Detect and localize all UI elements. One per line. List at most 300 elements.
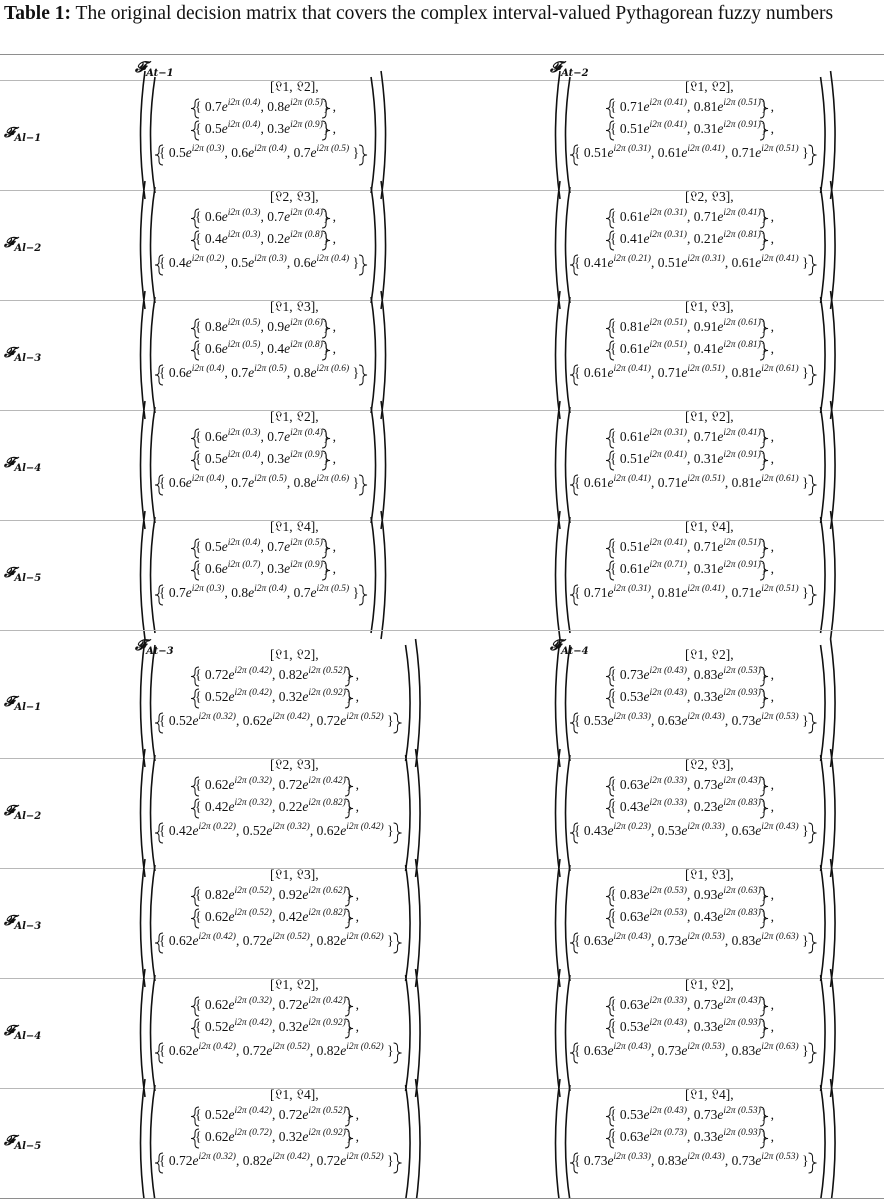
fuzzy-number-cell [135, 868, 465, 978]
interval-pair: [𝔏2, 𝔏3], [270, 757, 319, 772]
left-brace [191, 997, 199, 1016]
fuzzy-number-cell [550, 978, 880, 1088]
inner-left-paren [151, 755, 156, 871]
left-brace [191, 451, 199, 470]
outer-right-paren [381, 401, 386, 529]
matrix-brackets [135, 300, 465, 410]
hesitancy-row: { $0.6e^{i2\pi (0.4)}$, $0.7e^{i2\pi (0.5)}$, $0.8e^{i2\pi (0.6)}$ } [159, 364, 360, 380]
fuzzy-number-cell [550, 300, 880, 410]
non-membership-row: { $0.63e^{i2\pi (0.73)}$, $0.33e^{i2\pi (0.93)}$} , [610, 1128, 775, 1144]
right-brace [760, 99, 768, 118]
membership-row: { $0.63e^{i2\pi (0.33)}$, $0.73e^{i2\pi (0.43)}$} , [610, 776, 775, 792]
matrix-brackets [550, 190, 880, 300]
column-header: 𝓕$_{At-1}$ [135, 58, 174, 79]
right-brace [345, 1129, 353, 1148]
inner-right-paren [821, 1085, 826, 1199]
right-brace [359, 475, 367, 495]
outer-right-paren [831, 401, 836, 529]
outer-left-paren [556, 401, 561, 529]
left-brace [606, 231, 614, 250]
outer-right-paren [416, 639, 421, 767]
non-membership-row: { $0.51e^{i2\pi (0.41)}$, $0.31e^{i2\pi (0.91)}$} , [610, 450, 775, 466]
outer-right-paren [381, 71, 386, 199]
right-brace [760, 539, 768, 558]
outer-right-paren [831, 1079, 836, 1199]
right-brace [394, 1153, 402, 1173]
right-brace [760, 231, 768, 250]
right-brace [760, 667, 768, 686]
inner-left-paren [566, 77, 571, 193]
left-brace [155, 823, 163, 843]
fuzzy-number-cell [135, 648, 465, 758]
non-membership-row: { $0.43e^{i2\pi (0.33)}$, $0.23e^{i2\pi (0.83)}$} , [610, 798, 775, 814]
matrix-brackets [135, 1088, 465, 1198]
right-brace [760, 319, 768, 338]
matrix-brackets [135, 190, 465, 300]
right-brace [359, 365, 367, 385]
right-brace [760, 1019, 768, 1038]
left-brace [606, 799, 614, 818]
inner-right-paren [821, 517, 826, 633]
right-brace [345, 799, 353, 818]
outer-left-paren [141, 401, 146, 529]
fuzzy-number-cell [135, 1088, 465, 1198]
membership-row: { $0.51e^{i2\pi (0.41)}$, $0.71e^{i2\pi (0.51)}$} , [610, 538, 775, 554]
outer-left-paren [141, 749, 146, 877]
membership-row: { $0.6e^{i2\pi (0.3)}$, $0.7e^{i2\pi (0.4)}$} , [195, 428, 337, 444]
left-brace [570, 1043, 578, 1063]
membership-row: { $0.52e^{i2\pi (0.42)}$, $0.72e^{i2\pi (0.52)}$} , [195, 1106, 360, 1122]
non-membership-row: { $0.4e^{i2\pi (0.3)}$, $0.2e^{i2\pi (0.8)}$} , [195, 230, 337, 246]
outer-left-paren [141, 511, 146, 639]
matrix-brackets [550, 978, 880, 1088]
row-label: 𝓕$_{Al-5}$ [4, 1133, 42, 1152]
hesitancy-row: { $0.42e^{i2\pi (0.22)}$, $0.52e^{i2\pi (0.32)}$, $0.62e^{i2\pi (0.42)}$ } [159, 822, 394, 838]
right-brace [809, 585, 817, 605]
interval-pair: [𝔏1, 𝔏4], [270, 1087, 319, 1102]
inner-right-paren [821, 407, 826, 523]
left-brace [191, 209, 199, 228]
non-membership-row: { $0.63e^{i2\pi (0.53)}$, $0.43e^{i2\pi (0.83)}$} , [610, 908, 775, 924]
interval-pair: [𝔏2, 𝔏3], [685, 757, 734, 772]
caption-text: The original decision matrix that covers the complex interval-valued Pythagorean fuzzy numbers [75, 3, 834, 24]
left-brace [570, 255, 578, 275]
matrix-brackets [550, 80, 880, 190]
interval-pair: [𝔏1, 𝔏2], [270, 409, 319, 424]
hesitancy-row: { $0.71e^{i2\pi (0.31)}$, $0.81e^{i2\pi (0.41)}$, $0.71e^{i2\pi (0.51)}$ } [574, 584, 809, 600]
right-brace [760, 451, 768, 470]
left-brace [606, 451, 614, 470]
inner-right-paren [371, 517, 376, 633]
non-membership-row: { $0.41e^{i2\pi (0.31)}$, $0.21e^{i2\pi (0.81)}$} , [610, 230, 775, 246]
left-brace [155, 713, 163, 733]
matrix-brackets [550, 648, 880, 758]
fuzzy-number-cell [550, 648, 880, 758]
interval-pair: [𝔏1, 𝔏4], [685, 519, 734, 534]
non-membership-row: { $0.52e^{i2\pi (0.42)}$, $0.32e^{i2\pi (0.92)}$} , [195, 1018, 360, 1034]
right-brace [809, 365, 817, 385]
left-brace [570, 713, 578, 733]
non-membership-row: { $0.51e^{i2\pi (0.41)}$, $0.31e^{i2\pi (0.91)}$} , [610, 120, 775, 136]
fuzzy-number-cell [550, 80, 880, 190]
left-brace [155, 145, 163, 165]
membership-row: { $0.61e^{i2\pi (0.31)}$, $0.71e^{i2\pi (0.41)}$} , [610, 208, 775, 224]
hesitancy-row: { $0.63e^{i2\pi (0.43)}$, $0.73e^{i2\pi (0.53)}$, $0.83e^{i2\pi (0.63)}$ } [574, 932, 809, 948]
inner-right-paren [821, 975, 826, 1091]
fuzzy-number-cell [135, 300, 465, 410]
interval-pair: [𝔏2, 𝔏3], [270, 189, 319, 204]
right-brace [809, 145, 817, 165]
table-rule [0, 54, 884, 55]
hesitancy-row: { $0.43e^{i2\pi (0.23)}$, $0.53e^{i2\pi (0.33)}$, $0.63e^{i2\pi (0.43)}$ } [574, 822, 809, 838]
row-label: 𝓕$_{Al-2}$ [4, 803, 42, 822]
membership-row: { $0.71e^{i2\pi (0.41)}$, $0.81e^{i2\pi (0.51)}$} , [610, 98, 775, 114]
inner-right-paren [406, 645, 411, 761]
non-membership-row: { $0.62e^{i2\pi (0.72)}$, $0.32e^{i2\pi (0.92)}$} , [195, 1128, 360, 1144]
left-brace [570, 585, 578, 605]
hesitancy-row: { $0.63e^{i2\pi (0.43)}$, $0.73e^{i2\pi (0.53)}$, $0.83e^{i2\pi (0.63)}$ } [574, 1042, 809, 1058]
inner-right-paren [821, 297, 826, 413]
outer-right-paren [416, 749, 421, 877]
outer-left-paren [556, 511, 561, 639]
column-header: 𝓕$_{At-4}$ [550, 636, 589, 657]
outer-right-paren [831, 511, 836, 639]
right-brace [322, 341, 330, 360]
outer-left-paren [556, 71, 561, 199]
left-brace [570, 475, 578, 495]
right-brace [809, 255, 817, 275]
fuzzy-number-cell [550, 1088, 880, 1198]
inner-left-paren [151, 77, 156, 193]
matrix-brackets [550, 758, 880, 868]
inner-right-paren [821, 187, 826, 303]
right-brace [809, 933, 817, 953]
fuzzy-number-cell [550, 758, 880, 868]
matrix-brackets [135, 978, 465, 1088]
fuzzy-number-cell [550, 190, 880, 300]
right-brace [359, 145, 367, 165]
inner-right-paren [821, 865, 826, 981]
right-brace [394, 823, 402, 843]
matrix-brackets [135, 868, 465, 978]
column-header: 𝓕$_{At-3}$ [135, 636, 174, 657]
left-brace [570, 823, 578, 843]
inner-right-paren [406, 755, 411, 871]
right-brace [345, 667, 353, 686]
inner-left-paren [151, 865, 156, 981]
matrix-brackets [550, 300, 880, 410]
left-brace [606, 429, 614, 448]
fuzzy-number-cell [135, 758, 465, 868]
interval-pair: [𝔏1, 𝔏2], [270, 647, 319, 662]
inner-right-paren [406, 865, 411, 981]
left-brace [606, 539, 614, 558]
right-brace [809, 1153, 817, 1173]
row-label: 𝓕$_{Al-1}$ [4, 694, 42, 713]
membership-row: { $0.62e^{i2\pi (0.32)}$, $0.72e^{i2\pi (0.42)}$} , [195, 776, 360, 792]
outer-left-paren [141, 181, 146, 309]
inner-left-paren [566, 187, 571, 303]
non-membership-row: { $0.5e^{i2\pi (0.4)}$, $0.3e^{i2\pi (0.9)}$} , [195, 120, 337, 136]
right-brace [760, 429, 768, 448]
inner-right-paren [821, 755, 826, 871]
left-brace [191, 777, 199, 796]
membership-row: { $0.5e^{i2\pi (0.4)}$, $0.7e^{i2\pi (0.5)}$} , [195, 538, 337, 554]
matrix-brackets [550, 1088, 880, 1198]
left-brace [191, 909, 199, 928]
inner-left-paren [566, 645, 571, 761]
interval-pair: [𝔏1, 𝔏3], [685, 299, 734, 314]
outer-left-paren [556, 639, 561, 767]
right-brace [322, 429, 330, 448]
outer-right-paren [831, 859, 836, 987]
inner-right-paren [371, 297, 376, 413]
right-brace [322, 231, 330, 250]
right-brace [359, 255, 367, 275]
left-brace [191, 667, 199, 686]
left-brace [606, 121, 614, 140]
membership-row: { $0.7e^{i2\pi (0.4)}$, $0.8e^{i2\pi (0.5)}$} , [195, 98, 337, 114]
membership-row: { $0.81e^{i2\pi (0.51)}$, $0.91e^{i2\pi (0.61)}$} , [610, 318, 775, 334]
outer-right-paren [416, 969, 421, 1097]
left-brace [570, 1153, 578, 1173]
non-membership-row: { $0.61e^{i2\pi (0.51)}$, $0.41e^{i2\pi (0.81)}$} , [610, 340, 775, 356]
right-brace [760, 887, 768, 906]
inner-left-paren [151, 975, 156, 1091]
right-brace [322, 539, 330, 558]
outer-right-paren [831, 291, 836, 419]
outer-right-paren [831, 749, 836, 877]
left-brace [191, 429, 199, 448]
matrix-brackets [135, 520, 465, 630]
outer-right-paren [381, 291, 386, 419]
inner-right-paren [406, 1085, 411, 1199]
inner-left-paren [566, 297, 571, 413]
left-brace [155, 1043, 163, 1063]
row-label: 𝓕$_{Al-2}$ [4, 235, 42, 254]
outer-right-paren [416, 859, 421, 987]
left-brace [155, 585, 163, 605]
fuzzy-number-cell [135, 520, 465, 630]
left-brace [606, 209, 614, 228]
non-membership-row: { $0.52e^{i2\pi (0.42)}$, $0.32e^{i2\pi (0.92)}$} , [195, 688, 360, 704]
inner-left-paren [566, 1085, 571, 1199]
left-brace [191, 1107, 199, 1126]
membership-row: { $0.73e^{i2\pi (0.43)}$, $0.83e^{i2\pi (0.53)}$} , [610, 666, 775, 682]
hesitancy-row: { $0.62e^{i2\pi (0.42)}$, $0.72e^{i2\pi (0.52)}$, $0.82e^{i2\pi (0.62)}$ } [159, 932, 394, 948]
left-brace [606, 667, 614, 686]
outer-left-paren [556, 291, 561, 419]
hesitancy-row: { $0.51e^{i2\pi (0.31)}$, $0.61e^{i2\pi (0.41)}$, $0.71e^{i2\pi (0.51)}$ } [574, 144, 809, 160]
right-brace [809, 713, 817, 733]
left-brace [606, 319, 614, 338]
outer-left-paren [556, 749, 561, 877]
outer-left-paren [141, 639, 146, 767]
right-brace [760, 799, 768, 818]
non-membership-row: { $0.53e^{i2\pi (0.43)}$, $0.33e^{i2\pi (0.93)}$} , [610, 688, 775, 704]
inner-left-paren [151, 645, 156, 761]
non-membership-row: { $0.6e^{i2\pi (0.5)}$, $0.4e^{i2\pi (0.8)}$} , [195, 340, 337, 356]
inner-left-paren [151, 297, 156, 413]
non-membership-row: { $0.5e^{i2\pi (0.4)}$, $0.3e^{i2\pi (0.9)}$} , [195, 450, 337, 466]
left-brace [606, 689, 614, 708]
table-caption [4, 2, 880, 26]
inner-right-paren [371, 187, 376, 303]
row-label: 𝓕$_{Al-4}$ [4, 455, 42, 474]
membership-row: { $0.61e^{i2\pi (0.31)}$, $0.71e^{i2\pi (0.41)}$} , [610, 428, 775, 444]
right-brace [760, 909, 768, 928]
right-brace [345, 909, 353, 928]
left-brace [606, 1019, 614, 1038]
caption-label: Table 1: [4, 3, 72, 24]
right-brace [809, 823, 817, 843]
left-brace [191, 887, 199, 906]
inner-left-paren [151, 1085, 156, 1199]
non-membership-row: { $0.61e^{i2\pi (0.71)}$, $0.31e^{i2\pi (0.91)}$} , [610, 560, 775, 576]
left-brace [191, 539, 199, 558]
membership-row: { $0.82e^{i2\pi (0.52)}$, $0.92e^{i2\pi (0.62)}$} , [195, 886, 360, 902]
membership-row: { $0.62e^{i2\pi (0.32)}$, $0.72e^{i2\pi (0.42)}$} , [195, 996, 360, 1012]
fuzzy-number-cell [135, 190, 465, 300]
right-brace [322, 99, 330, 118]
left-brace [155, 933, 163, 953]
interval-pair: [𝔏1, 𝔏2], [270, 977, 319, 992]
right-brace [345, 1019, 353, 1038]
left-brace [606, 777, 614, 796]
membership-row: { $0.6e^{i2\pi (0.3)}$, $0.7e^{i2\pi (0.4)}$} , [195, 208, 337, 224]
right-brace [322, 561, 330, 580]
right-brace [345, 689, 353, 708]
outer-left-paren [556, 859, 561, 987]
outer-left-paren [141, 71, 146, 199]
left-brace [570, 145, 578, 165]
hesitancy-row: { $0.6e^{i2\pi (0.4)}$, $0.7e^{i2\pi (0.5)}$, $0.8e^{i2\pi (0.6)}$ } [159, 474, 360, 490]
row-label: 𝓕$_{Al-3}$ [4, 913, 42, 932]
right-brace [760, 121, 768, 140]
interval-pair: [𝔏1, 𝔏4], [685, 1087, 734, 1102]
hesitancy-row: { $0.61e^{i2\pi (0.41)}$, $0.71e^{i2\pi (0.51)}$, $0.81e^{i2\pi (0.61)}$ } [574, 364, 809, 380]
fuzzy-number-cell [550, 868, 880, 978]
hesitancy-row: { $0.62e^{i2\pi (0.42)}$, $0.72e^{i2\pi (0.52)}$, $0.82e^{i2\pi (0.62)}$ } [159, 1042, 394, 1058]
interval-pair: [𝔏1, 𝔏2], [685, 409, 734, 424]
non-membership-row: { $0.62e^{i2\pi (0.52)}$, $0.42e^{i2\pi (0.82)}$} , [195, 908, 360, 924]
hesitancy-row: { $0.5e^{i2\pi (0.3)}$, $0.6e^{i2\pi (0.4)}$, $0.7e^{i2\pi (0.5)}$ } [159, 144, 360, 160]
row-label: 𝓕$_{Al-3}$ [4, 345, 42, 364]
membership-row: { $0.8e^{i2\pi (0.5)}$, $0.9e^{i2\pi (0.6)}$} , [195, 318, 337, 334]
decision-matrix-table [0, 54, 884, 1194]
right-brace [322, 209, 330, 228]
column-header: 𝓕$_{At-2}$ [550, 58, 589, 79]
inner-left-paren [566, 407, 571, 523]
left-brace [606, 1107, 614, 1126]
right-brace [809, 475, 817, 495]
right-brace [394, 1043, 402, 1063]
outer-right-paren [831, 969, 836, 1097]
inner-left-paren [151, 187, 156, 303]
left-brace [606, 99, 614, 118]
non-membership-row: { $0.6e^{i2\pi (0.7)}$, $0.3e^{i2\pi (0.9)}$} , [195, 560, 337, 576]
left-brace [155, 475, 163, 495]
interval-pair: [𝔏1, 𝔏3], [270, 867, 319, 882]
outer-right-paren [831, 181, 836, 309]
right-brace [760, 689, 768, 708]
right-brace [760, 1107, 768, 1126]
right-brace [345, 887, 353, 906]
outer-right-paren [831, 639, 836, 767]
right-brace [394, 713, 402, 733]
inner-right-paren [821, 645, 826, 761]
left-brace [191, 319, 199, 338]
right-brace [345, 1107, 353, 1126]
outer-left-paren [141, 859, 146, 987]
right-brace [809, 1043, 817, 1063]
hesitancy-row: { $0.41e^{i2\pi (0.21)}$, $0.51e^{i2\pi (0.31)}$, $0.61e^{i2\pi (0.41)}$ } [574, 254, 809, 270]
interval-pair: [𝔏2, 𝔏3], [685, 189, 734, 204]
outer-right-paren [416, 1079, 421, 1199]
left-brace [191, 341, 199, 360]
right-brace [394, 933, 402, 953]
membership-row: { $0.53e^{i2\pi (0.43)}$, $0.73e^{i2\pi (0.53)}$} , [610, 1106, 775, 1122]
inner-right-paren [406, 975, 411, 1091]
right-brace [322, 451, 330, 470]
interval-pair: [𝔏1, 𝔏2], [685, 647, 734, 662]
fuzzy-number-cell [135, 410, 465, 520]
membership-row: { $0.72e^{i2\pi (0.42)}$, $0.82e^{i2\pi (0.52)}$} , [195, 666, 360, 682]
right-brace [760, 341, 768, 360]
interval-pair: [𝔏1, 𝔏2], [270, 79, 319, 94]
matrix-brackets [550, 868, 880, 978]
left-brace [191, 1019, 199, 1038]
left-brace [191, 689, 199, 708]
inner-right-paren [371, 407, 376, 523]
outer-left-paren [141, 1079, 146, 1199]
left-brace [191, 99, 199, 118]
inner-left-paren [566, 755, 571, 871]
fuzzy-number-cell [550, 520, 880, 630]
left-brace [606, 997, 614, 1016]
right-brace [760, 561, 768, 580]
left-brace [606, 341, 614, 360]
outer-left-paren [556, 1079, 561, 1199]
outer-right-paren [831, 71, 836, 199]
left-brace [191, 121, 199, 140]
right-brace [322, 121, 330, 140]
outer-right-paren [381, 511, 386, 639]
outer-left-paren [141, 291, 146, 419]
inner-left-paren [566, 865, 571, 981]
outer-left-paren [141, 969, 146, 1097]
left-brace [155, 255, 163, 275]
inner-left-paren [566, 517, 571, 633]
left-brace [155, 1153, 163, 1173]
table-rule [0, 630, 884, 631]
matrix-brackets [550, 520, 880, 630]
left-brace [155, 365, 163, 385]
matrix-brackets [135, 80, 465, 190]
left-brace [606, 909, 614, 928]
inner-left-paren [566, 975, 571, 1091]
interval-pair: [𝔏1, 𝔏3], [685, 867, 734, 882]
matrix-brackets [135, 648, 465, 758]
inner-left-paren [151, 517, 156, 633]
left-brace [570, 365, 578, 385]
interval-pair: [𝔏1, 𝔏2], [685, 977, 734, 992]
interval-pair: [𝔏1, 𝔏3], [270, 299, 319, 314]
hesitancy-row: { $0.7e^{i2\pi (0.3)}$, $0.8e^{i2\pi (0.4)}$, $0.7e^{i2\pi (0.5)}$ } [159, 584, 360, 600]
interval-pair: [𝔏1, 𝔏4], [270, 519, 319, 534]
matrix-brackets [135, 758, 465, 868]
right-brace [345, 777, 353, 796]
